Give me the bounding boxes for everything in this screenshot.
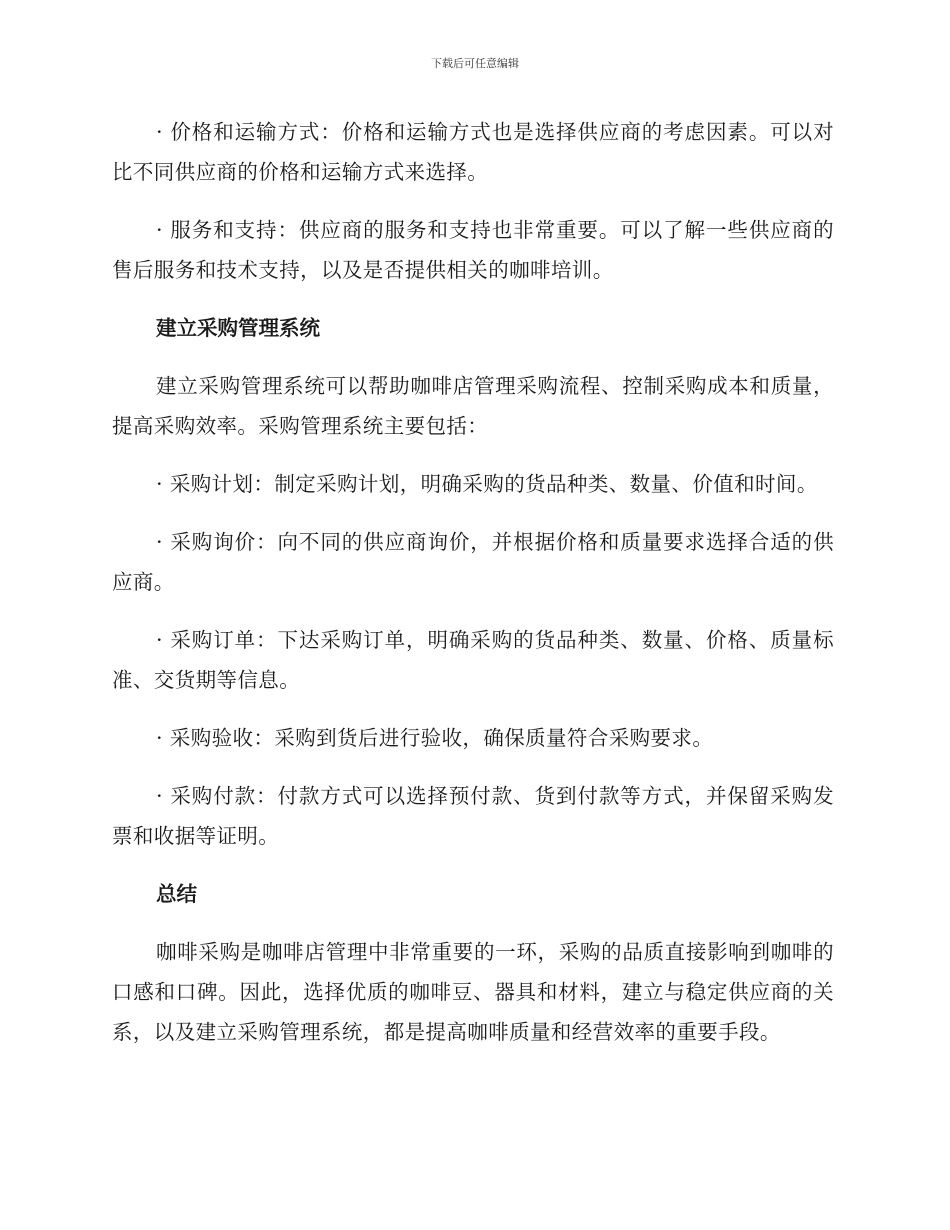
document-body (112, 112, 834, 1070)
paragraph-procurement-acceptance: · 采购验收：采购到货后进行验收，确保质量符合采购要求。 (156, 726, 714, 750)
paragraph-procurement-plan: · 采购计划：制定采购计划，明确采购的货品种类、数量、价值和时间。 (156, 472, 818, 496)
heading-summary: 总结 (156, 882, 197, 906)
paragraph-procurement-inquiry: · 采购询价：向不同的供应商询价，并根据价格和质量要求选择合适的供应商。 (112, 530, 834, 594)
paragraph-price-shipping: · 价格和运输方式：价格和运输方式也是选择供应商的考虑因素。可以对比不同供应商的价格和运输方式来选择。 (112, 120, 834, 184)
paragraph-summary: 咖啡采购是咖啡店管理中非常重要的一环，采购的品质直接影响到咖啡的口感和口碑。因此，选择优质的咖啡豆、器具和材料，建立与稳定供应商的关系，以及建立采购管理系统，都是提高咖啡质量和经营效率的重要手段。 (112, 940, 834, 1044)
paragraph-procurement-order: · 采购订单：下达采购订单，明确采购的货品种类、数量、价格、质量标准、交货期等信息。 (112, 628, 834, 692)
paragraph-service-support: · 服务和支持：供应商的服务和支持也非常重要。可以了解一些供应商的售后服务和技术支持，以及是否提供相关的咖啡培训。 (112, 218, 834, 282)
page-header: 下载后可任意编辑 (431, 57, 519, 70)
heading-procurement-system: 建立采购管理系统 (156, 316, 320, 340)
paragraph-procurement-intro: 建立采购管理系统可以帮助咖啡店管理采购流程、控制采购成本和质量，提高采购效率。采购管理系统主要包括： (112, 374, 834, 438)
paragraph-procurement-payment: · 采购付款：付款方式可以选择预付款、货到付款等方式，并保留采购发票和收据等证明。 (112, 784, 834, 848)
